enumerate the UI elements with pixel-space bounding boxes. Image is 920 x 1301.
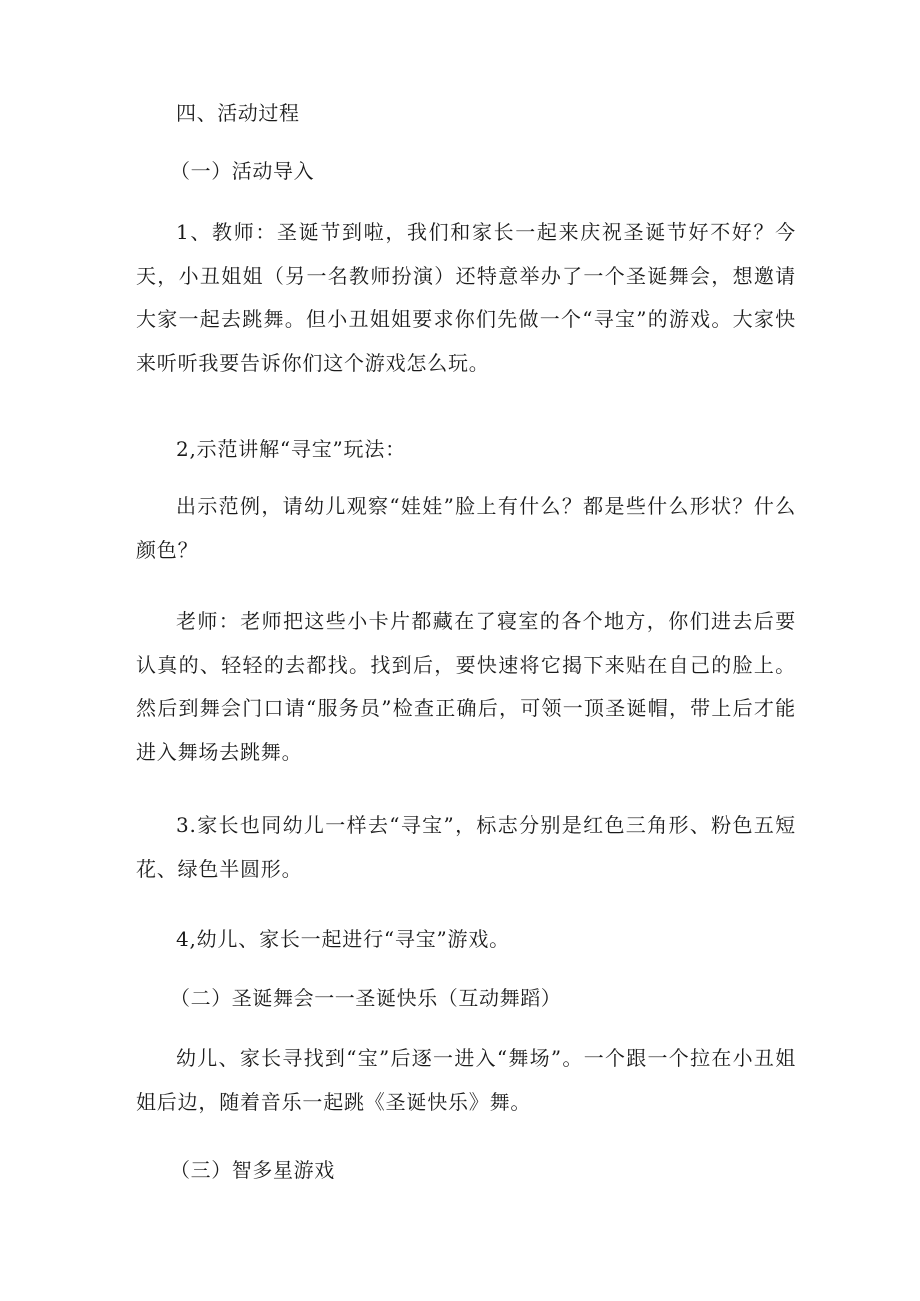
subsection-heading-three: （三）智多星游戏 bbox=[170, 1158, 335, 1182]
paragraph-dance-entry: 幼儿、家长寻找到“宝”后逐一进入“舞场”。一个跟一个拉在小丑姐姐后边，随着音乐一起跳《圣诞快乐》舞。 bbox=[136, 1046, 796, 1114]
paragraph-demo-heading: 2,示范讲解“寻宝”玩法： bbox=[176, 437, 406, 461]
subsection-heading-two: （二）圣诞舞会一一圣诞快乐（互动舞蹈） bbox=[170, 986, 562, 1010]
paragraph-teacher-instructions: 老师：老师把这些小卡片都藏在了寝室的各个地方，你们进去后要认真的、轻轻的去都找。找到后，要快速将它揭下来贴在自己的脸上。然后到舞会门口请“服务员”检查正确后，可领一顶圣诞帽，带上后才能进入舞场去跳舞。 bbox=[136, 609, 796, 764]
paragraph-show-example: 出示范例，请幼儿观察“娃娃”脸上有什么？都是些什么形状？什么颜色？ bbox=[136, 494, 796, 562]
paragraph-parents-treasure: 3.家长也同幼儿一样去“寻宝”，标志分别是红色三角形、粉色五短花、绿色半圆形。 bbox=[136, 813, 796, 881]
paragraph-game-together: 4,幼儿、家长一起进行“寻宝”游戏。 bbox=[176, 927, 510, 951]
subsection-heading-one: （一）活动导入 bbox=[170, 159, 315, 183]
paragraph-teacher-intro: 1、教师：圣诞节到啦，我们和家长一起来庆祝圣诞节好不好？今天，小丑姐姐（另一名教师扮演）还特意举办了一个圣诞舞会，想邀请大家一起去跳舞。但小丑姐姐要求你们先做一个“寻宝”的游戏。大家快来听听我要告诉你们这个游戏怎么玩。 bbox=[136, 220, 796, 375]
section-heading-four: 四、活动过程 bbox=[176, 101, 300, 125]
